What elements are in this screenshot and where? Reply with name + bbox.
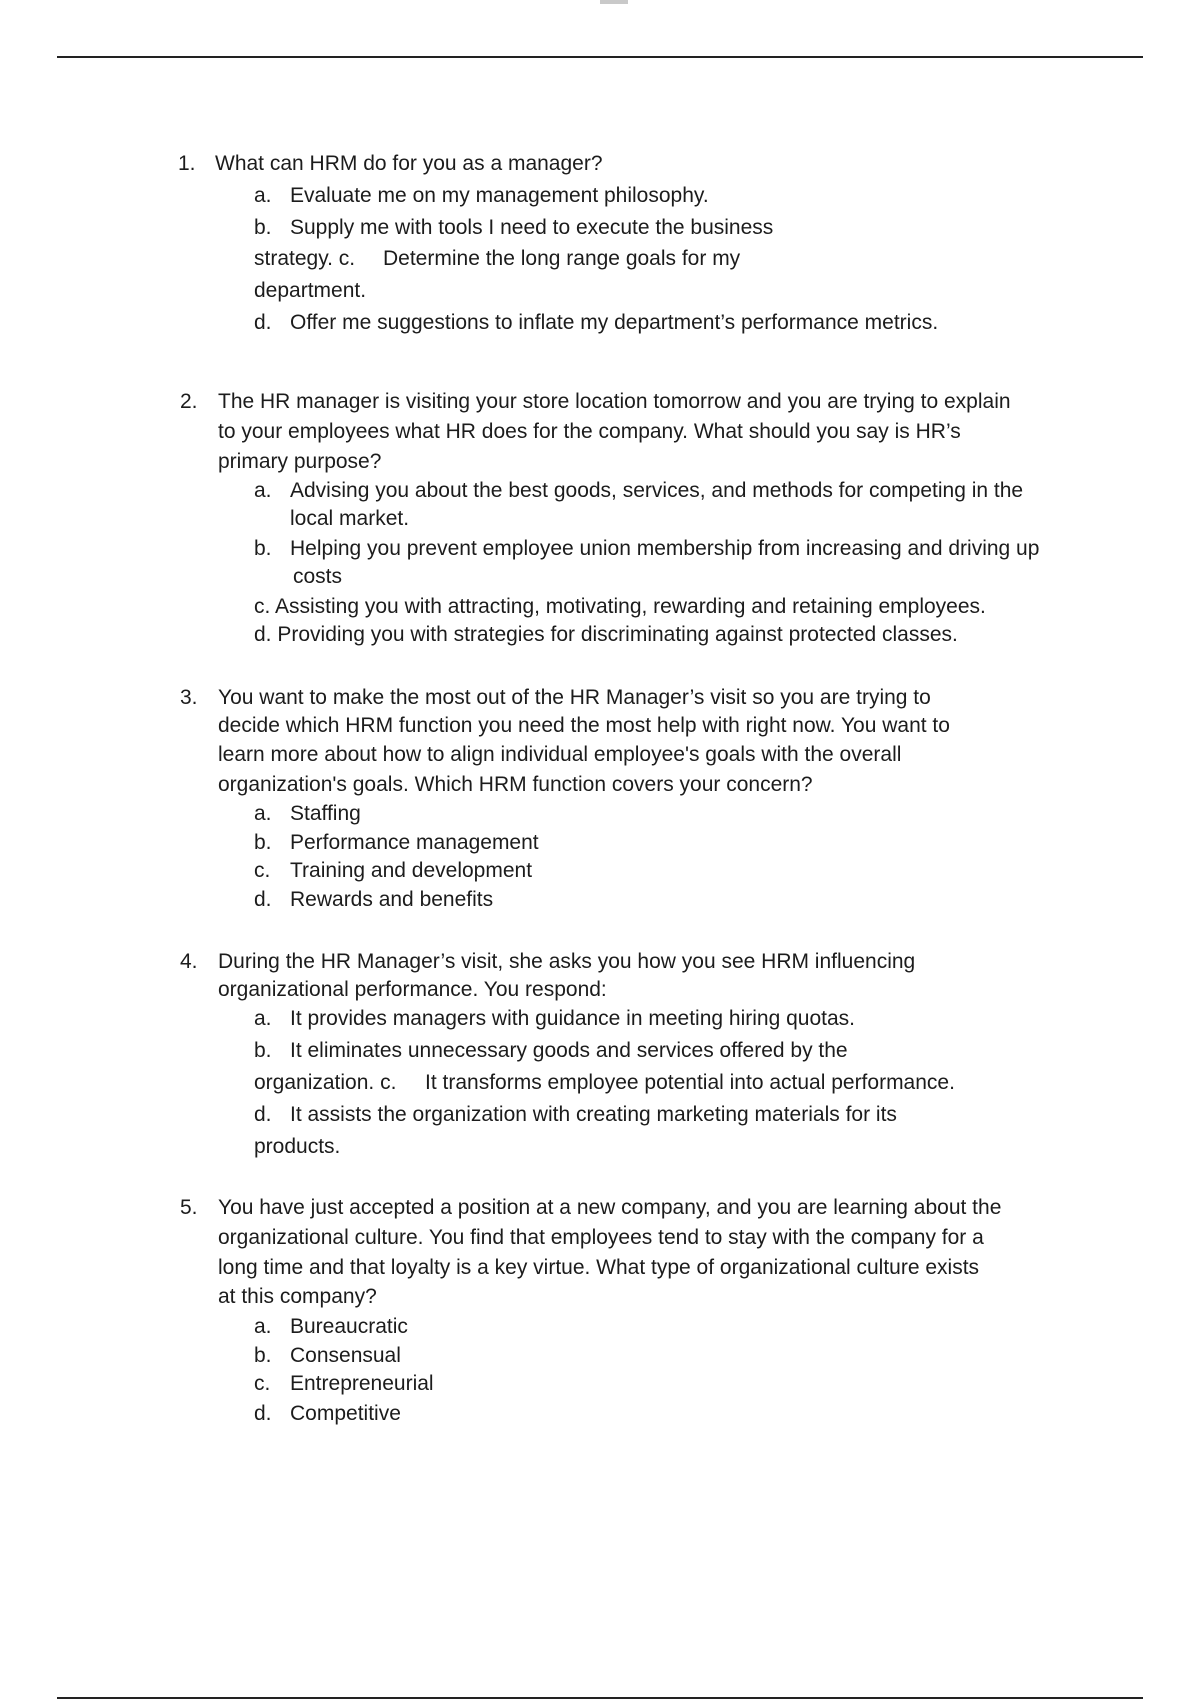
question-text: During the HR Manager’s visit, she asks you how you see HRM influencing <box>218 950 916 973</box>
question-number: 5. <box>180 1196 198 1219</box>
option-text: Entrepreneurial <box>290 1372 434 1395</box>
option-label: b. <box>254 1039 272 1062</box>
option-text: Consensual <box>290 1344 401 1367</box>
question-number: 3. <box>180 686 198 709</box>
question-text: long time and that loyalty is a key virtue. What type of organizational culture exists <box>218 1256 980 1279</box>
option-text: It transforms employee potential into actual performance. <box>425 1071 955 1094</box>
option-label: a. <box>254 1007 272 1030</box>
option-text: Performance management <box>290 831 539 854</box>
option-text: Evaluate me on my management philosophy. <box>290 184 709 207</box>
option-text: Advising you about the best goods, services, and methods for competing in the <box>290 479 1024 502</box>
option-text: Offer me suggestions to inflate my department’s performance metrics. <box>290 311 939 334</box>
header-mark <box>600 0 628 4</box>
question-text: learn more about how to align individual employee's goals with the overall <box>218 743 902 766</box>
option-text: It provides managers with guidance in meeting hiring quotas. <box>290 1007 855 1030</box>
option-label: b. <box>254 831 272 854</box>
option-label: b. <box>254 537 272 560</box>
option-label: a. <box>254 802 272 825</box>
question-text: organizational culture. You find that employees tend to stay with the company for a <box>218 1226 984 1249</box>
option-label: c. <box>254 1372 271 1395</box>
question-text: What can HRM do for you as a manager? <box>215 152 603 175</box>
option-2d: d. Providing you with strategies for discriminating against protected classes. <box>254 623 958 646</box>
option-2c: c. Assisting you with attracting, motivating, rewarding and retaining employees. <box>254 595 986 618</box>
option-text: It assists the organization with creating marketing materials for its <box>290 1103 897 1126</box>
top-rule <box>57 56 1143 58</box>
question-text: decide which HRM function you need the most help with right now. You want to <box>218 714 950 737</box>
option-label: a. <box>254 1315 272 1338</box>
question-text: organization's goals. Which HRM function covers your concern? <box>218 773 813 796</box>
option-label: d. <box>254 888 272 911</box>
option-text: Bureaucratic <box>290 1315 408 1338</box>
option-label: b. <box>254 216 272 239</box>
option-label: a. <box>254 479 272 502</box>
question-text: to your employees what HR does for the company. What should you say is HR’s <box>218 420 961 443</box>
option-text: It eliminates unnecessary goods and services offered by the <box>290 1039 848 1062</box>
bottom-rule <box>57 1697 1143 1699</box>
question-text: You want to make the most out of the HR Manager’s visit so you are trying to <box>218 686 931 709</box>
option-label: d. <box>254 1103 272 1126</box>
option-text: organization. c. <box>254 1071 397 1094</box>
question-number: 4. <box>180 950 198 973</box>
option-text: Determine the long range goals for my <box>383 247 741 270</box>
option-1c-wrap: department. <box>254 279 367 302</box>
question-text: at this company? <box>218 1285 377 1308</box>
option-text: Helping you prevent employee union membership from increasing and driving up <box>290 537 1040 560</box>
option-label: d. <box>254 1402 272 1425</box>
question-text: organizational performance. You respond: <box>218 978 607 1001</box>
option-label: c. <box>254 859 271 882</box>
option-text: Supply me with tools I need to execute the business <box>290 216 774 239</box>
option-label: b. <box>254 1344 272 1367</box>
option-4d-wrap: products. <box>254 1135 341 1158</box>
question-text: The HR manager is visiting your store location tomorrow and you are trying to explain <box>218 390 1011 413</box>
question-number: 2. <box>180 390 198 413</box>
question-text: primary purpose? <box>218 450 382 473</box>
option-text: strategy. c. <box>254 247 356 270</box>
option-text: Rewards and benefits <box>290 888 494 911</box>
question-text: You have just accepted a position at a new company, and you are learning about the <box>218 1196 1002 1219</box>
option-text: local market. <box>290 507 410 530</box>
option-text: Training and development <box>290 859 533 882</box>
option-text: costs <box>293 565 343 588</box>
option-text: Staffing <box>290 802 361 825</box>
option-label: a. <box>254 184 272 207</box>
option-text: Competitive <box>290 1402 401 1425</box>
option-label: d. <box>254 311 272 334</box>
question-number: 1. <box>178 152 196 175</box>
